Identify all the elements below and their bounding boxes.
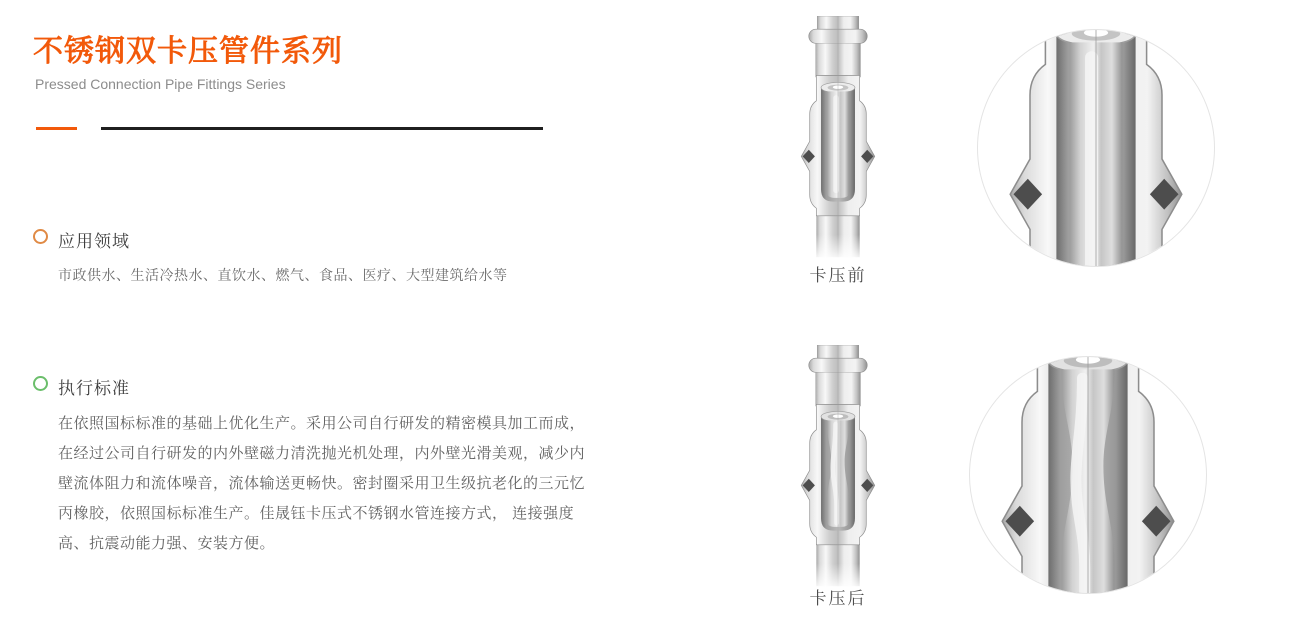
paragraph-line: 壁流体阻力和流体噪音，流体输送更畅快。密封圈采用卫生级抗老化的三元忆	[58, 475, 586, 492]
circle-bullet-icon	[33, 376, 48, 391]
pipe-fitting-after-detail-image	[968, 355, 1208, 595]
standard-section-heading: 执行标准	[58, 379, 130, 398]
paragraph-line: 在依照国标标准的基础上优化生产。采用公司自行研发的精密模具加工而成，	[58, 415, 586, 432]
circle-bullet-icon	[33, 229, 48, 244]
paragraph-line: 高、抗震动能力强、安装方便。	[58, 535, 276, 552]
page-title: 不锈钢双卡压管件系列	[33, 35, 343, 68]
before-pressing-label: 卡压前	[809, 266, 867, 285]
pipe-fitting-before-image	[788, 16, 888, 261]
paragraph-line: 丙橡胶，依照国标标准生产。佳晟钰卡压式不锈钢水管连接方式， 连接强度	[58, 505, 575, 522]
application-section-heading: 应用领域	[58, 232, 130, 251]
standard-section-paragraph	[58, 409, 586, 559]
divider-accent-segment	[36, 127, 77, 130]
pipe-fitting-before-detail-image	[976, 28, 1216, 268]
pipe-fitting-after-image	[788, 345, 888, 590]
after-pressing-label: 卡压后	[809, 589, 867, 608]
application-section-body: 市政供水、生活冷热水、直饮水、燃气、食品、医疗、大型建筑给水等	[58, 267, 508, 283]
divider-line	[101, 127, 543, 130]
page-subtitle: Pressed Connection Pipe Fittings Series	[35, 76, 286, 92]
paragraph-line: 在经过公司自行研发的内外壁磁力清洗抛光机处理，内外壁光滑美观，减少内	[58, 445, 586, 462]
